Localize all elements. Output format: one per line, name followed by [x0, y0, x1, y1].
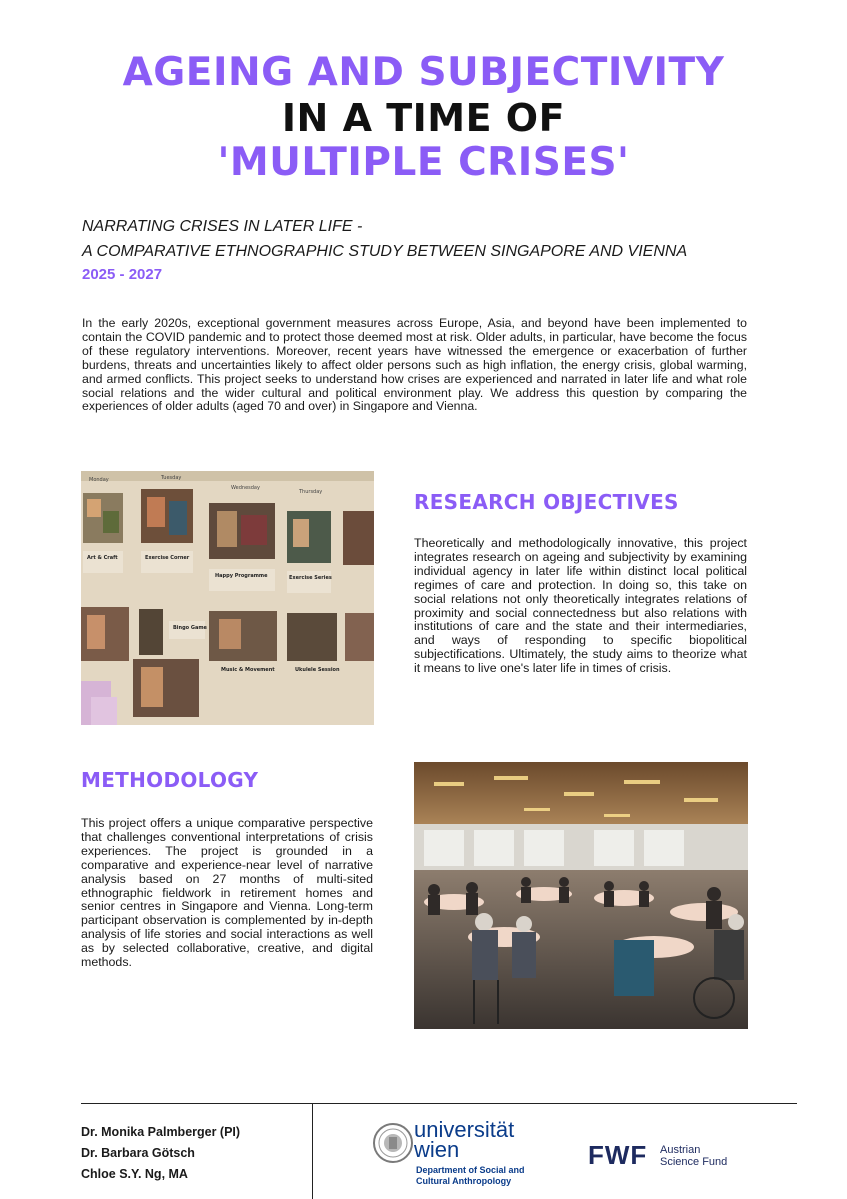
- footer-vertical-divider: [312, 1103, 313, 1199]
- activity-board-illustration: [81, 471, 374, 725]
- title-line-3: 'MULTIPLE CRISES': [217, 140, 630, 185]
- department-name: [416, 1165, 525, 1187]
- university-of-vienna-logo: [372, 1117, 532, 1190]
- methodology-heading: METHODOLOGY: [81, 768, 259, 792]
- author-list: [81, 1122, 240, 1185]
- subtitle-line-2: A COMPARATIVE ETHNOGRAPHIC STUDY BETWEEN SINGAPORE AND VIENNA: [82, 243, 688, 260]
- board-day-4: Thursday: [299, 489, 323, 495]
- univie-wordmark-line-2: wien: [414, 1137, 460, 1162]
- title-line-2: IN A TIME OF: [281, 96, 566, 140]
- fwf-name-line-1: Austrian: [660, 1144, 701, 1156]
- board-activity-3: Happy Programme: [215, 573, 268, 579]
- department-name-line-2: Cultural Anthropology: [416, 1176, 512, 1186]
- univie-wordmark: [414, 1117, 515, 1162]
- senior-centre-hall-illustration: [414, 762, 748, 1029]
- university-seal-icon: [372, 1122, 414, 1164]
- board-activity-7: Ukulele Session: [295, 667, 340, 673]
- board-activity-6: Music & Movement: [221, 667, 275, 673]
- author-3: Chloe S.Y. Ng, MA: [81, 1167, 188, 1181]
- senior-centre-hall-photo: [414, 762, 748, 1029]
- author-2: Dr. Barbara Götsch: [81, 1146, 195, 1160]
- board-day-1: Monday: [89, 477, 109, 483]
- board-activity-5: Bingo Game: [173, 625, 207, 631]
- title-line-1: AGEING AND SUBJECTIVITY: [122, 50, 725, 95]
- fwf-name-line-2: Science Fund: [660, 1156, 728, 1168]
- fwf-name: [660, 1144, 727, 1168]
- activity-board-photo: [81, 471, 374, 725]
- board-activity-2: Exercise Corner: [145, 555, 190, 561]
- board-activity-4: Exercise Series: [289, 575, 332, 581]
- board-day-2: Tuesday: [161, 475, 182, 481]
- methodology-text: This project offers a unique comparative perspective that challenges conventional interpretations of crisis experiences. The project is grounded in a comparative and experience-near level of narrative analysis based on 27 months of multi-sited ethnographic fieldwork in retirement homes and senior centres in Singapore and Vienna. Long-term participant observation is complemented by in-depth analysis of life stories and social interactions as well as by selected collaborative, creative, and digital methods.: [81, 816, 373, 970]
- univie-wordmark-line-1: universität: [414, 1117, 515, 1142]
- intro-paragraph: In the early 2020s, exceptional government measures across Europe, Asia, and beyond have been implemented to contain the COVID pandemic and to protect those deemed most at risk. Older adults, in particular, have become the focus of these regulatory interventions. Moreover, recent years have witnessed the emergence or exacerbation of further burdens, threats and uncertainties likely to affect older persons such as high inflation, the energy crisis, global warming, and armed conflicts. This project seeks to understand how crises are experienced and narrated in later life and what role social relations and the wider cultural and political environment play. We address this question by comparing the experiences of older adults (aged 70 and over) in Singapore and Vienna.: [82, 316, 747, 414]
- research-objectives-heading: RESEARCH OBJECTIVES: [414, 490, 679, 514]
- project-years: 2025 - 2027: [82, 266, 163, 283]
- research-objectives-text: Theoretically and methodologically innovative, this project integrates research on ageing and subjectivity by examining individual agency in later life within distinct local political regimes of care and protection. In doing so, this take on social relations not only theoretically integrates relations of proximity and social connectedness but also relations with institutions of care and the state and their intermediaries, and ways of responding to specific biopolitical subjectifications. Ultimately, the study aims to theorize what it means to live one's later life in times of crisis.: [414, 536, 747, 676]
- fwf-mark: FWF: [588, 1140, 648, 1170]
- author-1: Dr. Monika Palmberger (PI): [81, 1125, 241, 1139]
- board-day-3: Wednesday: [231, 485, 260, 491]
- subtitle-line-1: NARRATING CRISES IN LATER LIFE -: [82, 218, 363, 235]
- footer-divider: [81, 1103, 797, 1104]
- department-name-line-1: Department of Social and: [416, 1165, 525, 1175]
- board-activity-1: Art & Craft: [87, 555, 118, 561]
